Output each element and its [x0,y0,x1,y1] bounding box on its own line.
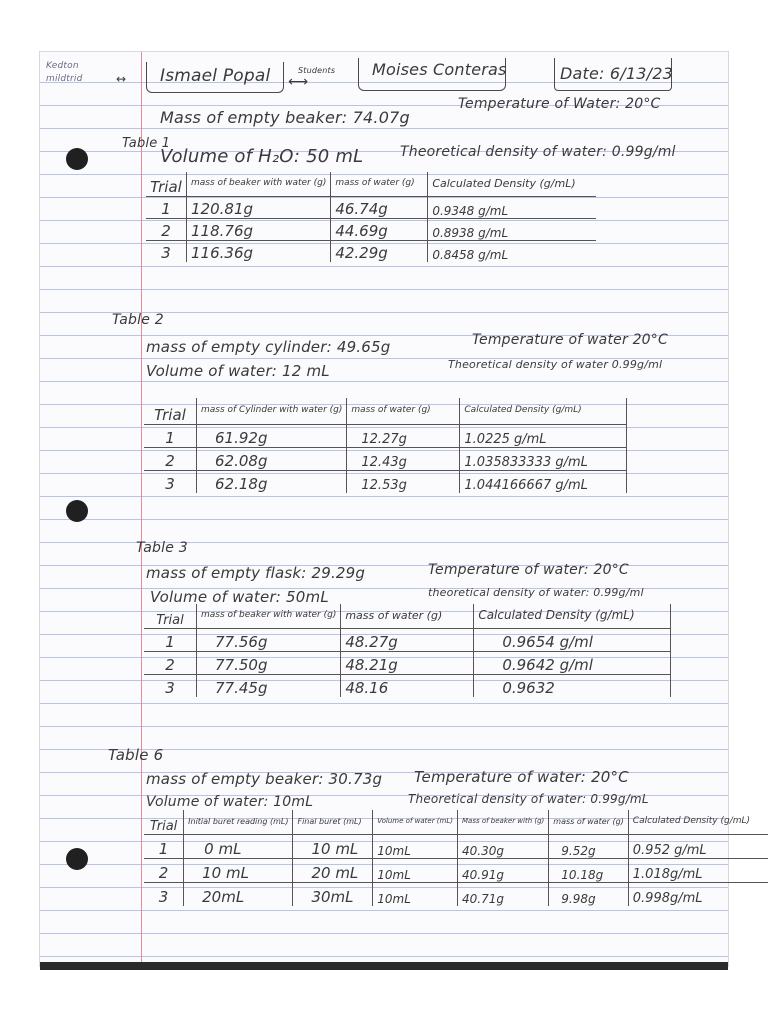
table2-header-cell: Trial [144,398,197,424]
table1-cell: 42.29g [331,240,428,262]
table3-cell: 48.21g [341,651,474,674]
table3-cell: 77.56g [197,628,341,651]
table2-theoretical: Theoretical density of water 0.99g/ml [448,358,663,371]
table3-volume: Volume of water: 50mL [150,588,329,606]
date: Date: 6/13/23 [560,64,673,83]
table6-cell: 10mL [373,858,458,882]
table1-mass-empty: Mass of empty beaker: 74.07g [160,108,410,127]
student1-name: Ismael Popal [160,66,271,86]
table6-cell: 3 [144,882,184,906]
table3-cell: 3 [144,674,197,697]
table1-cell: 0.9348 g/mL [428,196,597,218]
table1-theoretical: Theoretical density of water: 0.99g/ml [400,144,676,160]
table6-cell: 40.91g [457,858,548,882]
table6-cell: 40.30g [457,834,548,858]
table2-cell: 3 [144,470,197,493]
table2-cell: 12.27g [347,424,460,447]
table6-cell: 20 mL [293,858,373,882]
margin-line [141,52,142,966]
table6-header-cell: Calculated Density (g/mL) [628,810,768,834]
table3-cell: 0.9632 [474,674,671,697]
table3-cell: 77.50g [197,651,341,674]
table6-cell: 0.998g/mL [632,891,703,906]
table1-cell: 0.8458 g/mL [432,248,509,262]
table2-cell: 1 [144,424,197,447]
arrow-icon: ↔ [116,72,127,86]
table1-cell: 0.8938 g/mL [428,218,597,240]
table6-cell: 10mL [373,834,458,858]
table6-label: Table 6 [108,746,164,764]
table1 [146,172,596,262]
table3-cell: 48.27g [341,628,474,651]
table2 [144,398,627,493]
table1-header-cell: Trial [146,172,187,196]
table2-cell: 62.18g [197,470,347,493]
table3 [144,604,671,697]
table1-cell: 120.81g [187,196,331,218]
students-label: Students [298,66,336,75]
table1-header-cell: Calculated Density (g/mL) [428,172,597,196]
table1-cell: 116.36g [187,240,331,262]
table6-temperature: Temperature of water: 20°C [414,768,629,786]
table1-cell: 3 [146,240,187,262]
table1-volume: Volume of H₂O: 50 mL [160,146,364,167]
table2-cell: 12.43g [347,447,460,470]
table3-cell: 2 [144,651,197,674]
table1-cell: 118.76g [187,218,331,240]
table6-cell: 2 [144,858,184,882]
page-bottom-edge [40,962,728,970]
table6-cell: 9.52g [549,834,628,858]
table6-cell: 9.98g [549,882,628,906]
table2-cell: 61.92g [197,424,347,447]
table6-theoretical: Theoretical density of water: 0.99g/mL [408,792,649,806]
table3-cell: 0.9654 g/ml [474,628,671,651]
table1-cell: 44.69g [331,218,428,240]
table6-volume: Volume of water: 10mL [146,794,314,810]
table6-header-cell: Initial buret reading (mL) [184,810,293,834]
table1-temperature: Temperature of Water: 20°C [458,96,661,112]
table3-cell: 48.16 [341,674,474,697]
table3-header-cell: mass of beaker with water (g) [197,604,341,628]
table6-cell: 10.18g [549,858,628,882]
table6 [144,810,768,906]
table6-cell: 10 mL [184,858,293,882]
left-note: Kedton mildtrid [46,61,83,84]
table3-temperature: Temperature of water: 20°C [428,562,629,578]
table1-header-cell: mass of beaker with water (g) [187,172,331,196]
table6-header-cell: Trial [144,810,184,834]
binder-hole [66,500,88,522]
binder-hole [66,848,88,870]
table6-mass-empty: mass of empty beaker: 30.73g [146,770,383,788]
table1-cell: 2 [146,218,187,240]
table6-cell: 1.018g/mL [628,858,768,882]
table2-cell: 1.044166667 g/mL [460,470,627,493]
table3-mass-empty: mass of empty flask: 29.29g [146,564,366,582]
table3-label: Table 3 [136,540,188,556]
table3-header-cell: mass of water (g) [341,604,474,628]
table6-cell: 0 mL [184,834,293,858]
table6-cell: 10mL [373,882,458,906]
table2-cell: 2 [144,447,197,470]
double-arrow-icon: ⟷ [288,74,309,90]
table6-cell: 40.71g [457,882,548,906]
table2-cell: 1.0225 g/mL [460,424,627,447]
table2-header-cell: mass of Cylinder with water (g) [197,398,347,424]
table1-cell: 46.74g [331,196,428,218]
table3-cell: 77.45g [197,674,341,697]
table1-cell: 1 [146,196,187,218]
table6-header-cell: Volume of water (mL) [373,810,458,834]
table2-cell: 1.035833333 g/mL [460,447,627,470]
table3-cell: 1 [144,628,197,651]
table2-cell: 12.53g [347,470,460,493]
table3-header-cell: Calculated Density (g/mL) [474,604,671,628]
table3-header-cell: Trial [144,604,197,628]
table2-header-cell: mass of water (g) [347,398,460,424]
table6-header-cell: mass of water (g) [549,810,628,834]
binder-hole [66,148,88,170]
table2-volume: Volume of water: 12 mL [146,362,330,380]
student2-name: Moises Conteras [372,60,507,79]
table2-header-cell: Calculated Density (g/mL) [460,398,627,424]
table2-temperature: Temperature of water 20°C [472,332,668,348]
table6-header-cell: Mass of beaker with (g) [457,810,548,834]
table3-cell: 0.9642 g/ml [474,651,671,674]
table6-header-cell: Final buret (mL) [293,810,373,834]
table6-cell: 20mL [184,882,293,906]
table2-label: Table 2 [112,312,164,328]
table6-cell: 1 [144,834,184,858]
table1-label: Table 1 [122,136,171,151]
table6-cell: 30mL [293,882,373,906]
table3-theoretical: theoretical density of water: 0.99g/ml [428,586,644,599]
table6-cell: 0.952 g/mL [628,834,768,858]
table2-mass-empty: mass of empty cylinder: 49.65g [146,338,391,356]
table2-cell: 62.08g [197,447,347,470]
table1-header-cell: mass of water (g) [331,172,428,196]
table6-cell: 10 mL [293,834,373,858]
